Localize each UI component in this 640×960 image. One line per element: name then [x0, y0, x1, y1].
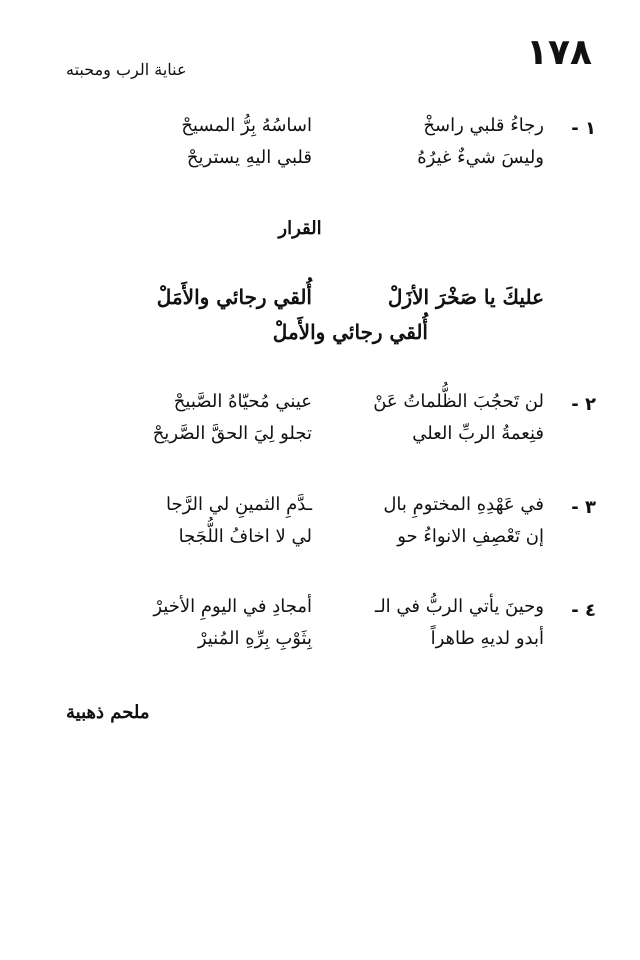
- chorus-title: القرار: [278, 218, 322, 239]
- stanza-3-number: ٣ -: [571, 497, 596, 518]
- stanza-1-line-1-left: اساسُهُ بِرُّ المسيحْ: [181, 115, 312, 136]
- stanza-1-number: ١ -: [571, 118, 596, 139]
- stanza-4-line-1-right: وحينَ يأتي الربُّ في الـ: [374, 596, 544, 617]
- stanza-2-number: ٢ -: [571, 394, 596, 415]
- stanza-2-line-1-left: عيني مُحيّاهُ الصَّبيحْ: [173, 391, 312, 412]
- stanza-1-line-2-right: وليسَ شيءٌ غيرُهُ: [417, 147, 544, 168]
- stanza-4-line-2-right: أبدو لديهِ طاهراً: [430, 628, 544, 649]
- chorus-line-2: أُلقي رجائي والأَملْ: [272, 320, 428, 344]
- stanza-2-line-2-left: تجلو لِيَ الحقَّ الصَّريحْ: [152, 423, 312, 444]
- page-number: ١٧٨: [526, 32, 592, 73]
- stanza-3-line-2-right: إن تَعْصِفِ الانواءُ حو: [397, 526, 544, 547]
- chorus-line-1-right: عليكَ يا صَخْرَ الأزَلْ: [387, 285, 544, 309]
- stanza-4-line-1-left: أمجادِ في اليومِ الأخيرْ: [153, 596, 312, 617]
- stanza-2-line-1-right: لن تَحجُبَ الظُّلماتُ عَنْ: [373, 391, 544, 412]
- stanza-3-line-1-left: ـدَّمِ الثمينِ لي الرَّجا: [165, 494, 312, 515]
- stanza-1-line-2-left: قلبي اليهِ يستريحْ: [186, 147, 312, 168]
- author-name: ملحم ذهبية: [66, 702, 150, 723]
- stanza-1-line-1-right: رجاءُ قلبي راسخْ: [423, 115, 544, 136]
- chorus-line-1-left: أُلقي رجائي والأَمَلْ: [156, 285, 312, 309]
- stanza-4-number: ٤ -: [571, 600, 596, 621]
- stanza-3-line-1-right: في عَهْدِهِ المختومِ بال: [383, 494, 544, 515]
- stanza-4-line-2-left: بِثَوْبِ بِرِّهِ المُنيرْ: [197, 628, 312, 649]
- running-title: عناية الرب ومحبته: [66, 60, 187, 79]
- stanza-3-line-2-left: لي لا اخافُ اللُّجَجا: [178, 526, 312, 547]
- stanza-2-line-2-right: فنِعمةُ الربِّ العلي: [412, 423, 544, 444]
